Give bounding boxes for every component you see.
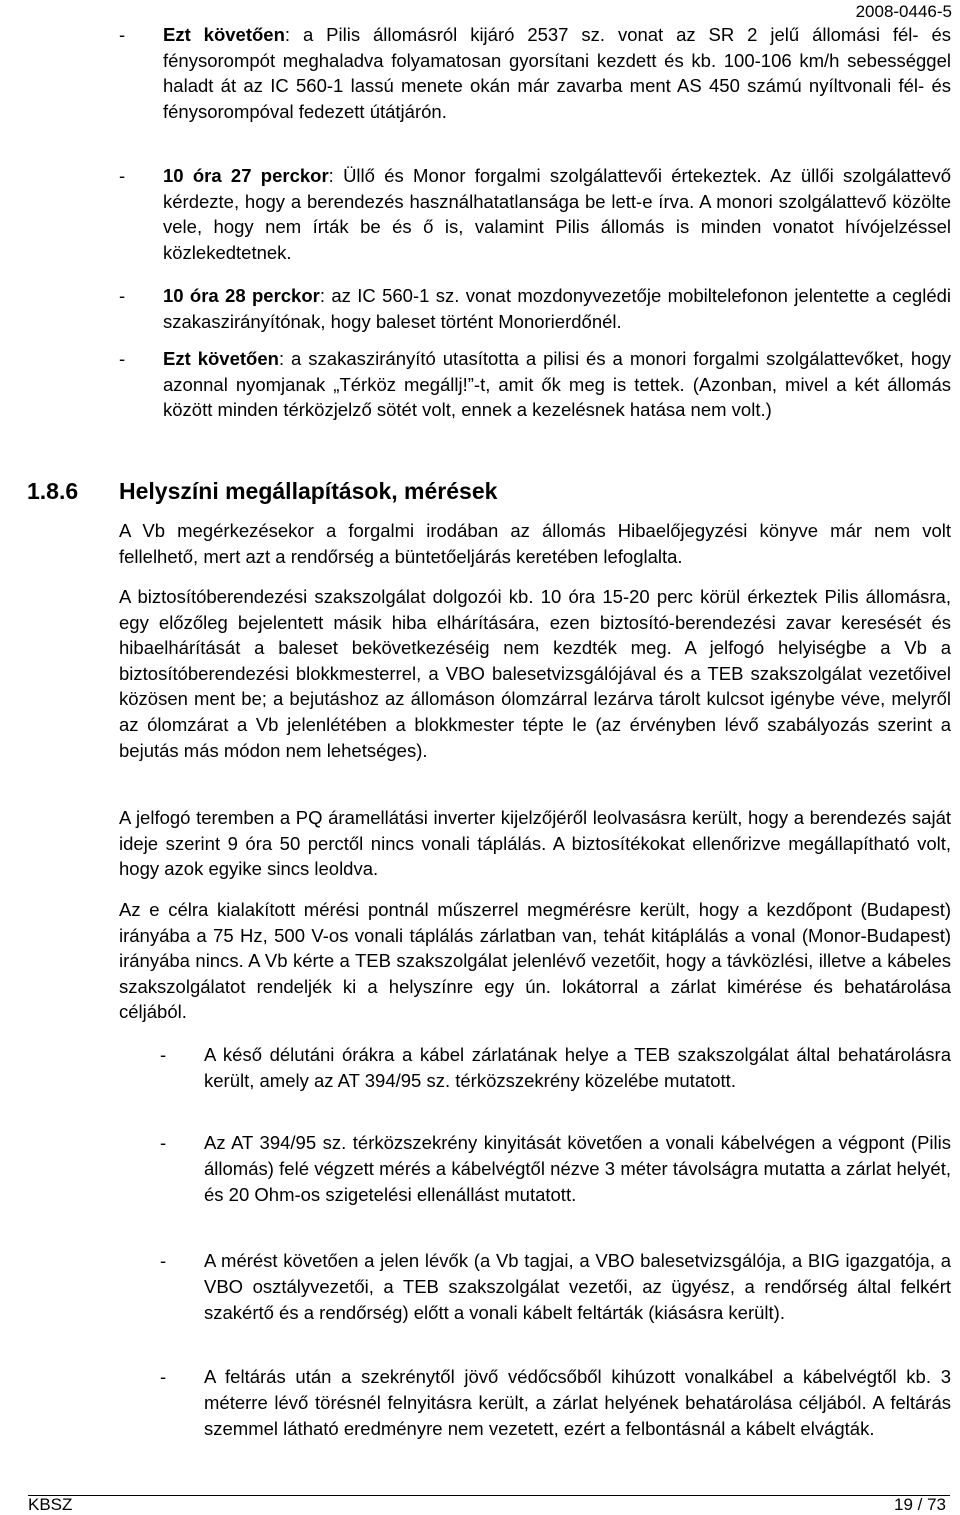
item-bold-lead: Ezt követően: [163, 24, 285, 45]
bullet-item: [160, 1364, 951, 1441]
section-heading: [27, 478, 497, 505]
dash-marker: -: [119, 348, 126, 369]
bullet-item: [160, 1130, 951, 1207]
paragraph: Az e célra kialakított mérési pontnál műszerrel megmérésre került, hogy a kezdőpont (Budapest) irányába a 75 Hz, 500 V-os vonali táplálás zárlatban van, tehát kitáplálás a vonal (Monor-Budapest) irányába nincs. A Vb kérte a TEB szakszolgálat jelenlévő vezetőit, hogy a távközlési, illetve a kábeles szakszolgálatot rendeljék ki a helyszínre egy ún. lokátorral a zárlat kimérése és behatárolása céljából.: [119, 899, 951, 1023]
dash-marker: -: [119, 285, 126, 306]
bullet-item: [160, 1248, 951, 1325]
dash-marker: -: [160, 1366, 167, 1387]
item-bold-lead: 10 óra 28 perckor: [163, 285, 320, 306]
list-item: [119, 283, 951, 334]
item-bold-lead: 10 óra 27 perckor: [163, 165, 329, 186]
bullet-text: A mérést követően a jelen lévők (a Vb tagjai, a VBO balesetvizsgálója, a BIG igazgatója, a VBO osztályvezetői, a TEB szakszolgálat vezetői, az ügyész, a rendőrség által felkért szakértő és a rendőrség) előtt a vonali kábelt feltárták (kiásásra került).: [204, 1250, 951, 1323]
dash-marker: -: [119, 165, 126, 186]
paragraph: A Vb megérkezésekor a forgalmi irodában az állomás Hibaelőjegyzési könyve már nem volt fellelhető, mert azt a rendőrség a büntetőeljárás keretében lefoglalta.: [119, 520, 951, 567]
footer-org: KBSZ: [28, 1495, 73, 1514]
bullet-text: A feltárás után a szekrénytől jövő védőcsőből kihúzott vonalkábel a kábelvégtől kb. 3 méterre lévő törésnél felnyitásra került, a zárlat helyének behatárolása céljából. A feltárás szemmel látható eredményre nem vezetett, ezért a felbontásnál a kábelt elvágták.: [204, 1366, 951, 1439]
dash-marker: -: [160, 1250, 167, 1271]
list-item: [119, 163, 951, 265]
bullet-item: [160, 1042, 951, 1094]
footer-divider: [28, 1495, 950, 1496]
list-item: [119, 346, 951, 423]
item-bold-lead: Ezt követően: [163, 348, 279, 369]
document-id: 2008-0446-5: [855, 2, 952, 21]
dash-marker: -: [119, 24, 126, 45]
bullet-text: Az AT 394/95 sz. térközszekrény kinyitását követően a vonali kábelvégen a végpont (Pilis állomás) felé végzett mérés a kábelvégtől nézve 3 méter távolságra mutatta a zárlat helyét, és 20 Ohm-os szigetelési ellenállást mutatott.: [204, 1132, 951, 1205]
item-text: : az IC 560-1 sz. vonat mozdonyvezetője mobiltelefonon jelentette a ceglédi szakaszirányítónak, hogy baleset történt Monorierdőnél.: [163, 285, 952, 332]
section-number: 1.8.6: [27, 478, 79, 504]
dash-marker: -: [160, 1044, 167, 1065]
paragraph: A biztosítóberendezési szakszolgálat dolgozói kb. 10 óra 15-20 perc körül érkeztek Pilis állomásra, egy előzőleg bejelentett másik hiba elhárítására, ezen biztosító-berendezési zavar keresését és hibaelhárítását a baleset bekövetkezéséig nem kezdték meg. A jelfogó helyiségbe a Vb a biztosítóberendezési blokkmesterrel, a VBO balesetvizsgálójával és a TEB szakszolgálat vezetőivel közösen ment be; a bejutáshoz az állomáson ólomzárral lezárva tárolt kulcsot igénybe véve, melyről az ólomzárat a Vb jelenlétében a blokkmester tépte le (az érvényben lévő szabályozás szerint a bejutás más módon nem lehetséges).: [119, 586, 951, 761]
page-number: 19 / 73: [894, 1495, 946, 1514]
list-item: [119, 22, 951, 124]
item-text: : a szakaszirányító utasította a pilisi és a monori forgalmi szolgálattevőket, hogy azonnal nyomjanak „Térköz megállj!”-t, amit ők meg is tettek. (Azonban, mivel a két állomás között minden térközjelző sötét volt, ennek a kezelésnek hatása nem volt.): [163, 348, 951, 420]
bullet-text: A késő délutáni órákra a kábel zárlatának helye a TEB szakszolgálat által behatárolásra került, amely az AT 394/95 sz. térközszekrény közelébe mutatott.: [204, 1044, 951, 1091]
section-title: Helyszíni megállapítások, mérések: [119, 478, 498, 504]
item-text: : a Pilis állomásról kijáró 2537 sz. vonat az SR 2 jelű állomási fél- és fénysorompót meghaladva folyamatosan gyorsítani kezdett és kb. 100-106 km/h sebességgel haladt át az IC 560-1 lassú menete okán már zavarba ment AS 450 számú nyíltvonali fél- és fénysorompóval fedezett útátjárón.: [163, 24, 952, 122]
item-text: : Üllő és Monor forgalmi szolgálattevői értekeztek. Az üllői szolgálattevő kérdezte, hogy a berendezés használhatatlansága be lett-e írva. A monori szolgálattevő közölte vele, hogy nem írták be és ő is, valamint Pilis állomás is minden vonatot hívójelzéssel közlekedtetnek.: [163, 165, 951, 263]
dash-marker: -: [160, 1132, 167, 1153]
paragraph: A jelfogó teremben a PQ áramellátási inverter kijelzőjéről leolvasásra került, hogy a berendezés saját ideje szerint 9 óra 50 perctől nincs vonali táplálás. A biztosítékokat ellenőrizve megállapítható volt, hogy azok egyike sincs leoldva.: [119, 807, 951, 880]
